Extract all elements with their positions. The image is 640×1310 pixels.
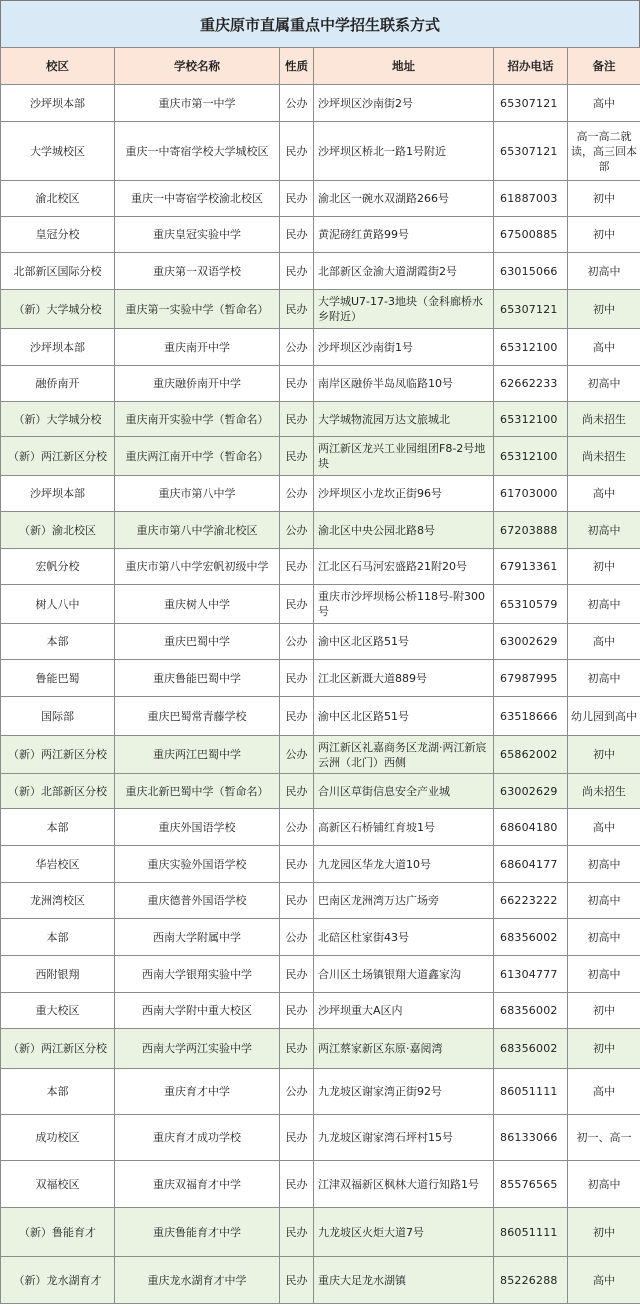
header-campus: 校区 xyxy=(1,48,115,85)
cell-address: 合川区土场镇银翔大道鑫家沟 xyxy=(314,956,494,993)
cell-campus: 龙洲湾校区 xyxy=(1,883,115,919)
cell-phone: 61887003 xyxy=(494,181,568,217)
cell-note: 初高中 xyxy=(568,919,640,956)
cell-phone: 68356002 xyxy=(494,993,568,1029)
cell-phone: 68356002 xyxy=(494,919,568,956)
cell-note: 初中 xyxy=(568,1208,640,1257)
cell-type: 民办 xyxy=(280,697,314,736)
cell-address: 两江新区龙兴工业园组团F8-2号地块 xyxy=(314,437,494,476)
cell-note: 高一高二就读，高三回本部 xyxy=(568,122,640,181)
cell-address: 沙坪坝区沙南街2号 xyxy=(314,85,494,122)
table-row xyxy=(1,697,640,736)
cell-address: 九龙坡区火炬大道7号 xyxy=(314,1208,494,1257)
header-phone: 招办电话 xyxy=(494,48,568,85)
cell-note: 尚未招生 xyxy=(568,774,640,809)
header-school: 学校名称 xyxy=(115,48,280,85)
cell-campus: （新）北部新区分校 xyxy=(1,774,115,809)
cell-address: 大学城U7-17-3地块（金科廊桥水乡附近） xyxy=(314,290,494,329)
cell-note: 初高中 xyxy=(568,956,640,993)
cell-type: 民办 xyxy=(280,585,314,624)
table-title: 重庆原市直属重点中学招生联系方式 xyxy=(0,0,640,48)
cell-address: 两江新区礼嘉商务区龙湖·两江新宸云洲（北门）西侧 xyxy=(314,736,494,774)
cell-note: 高中 xyxy=(568,85,640,122)
cell-address: 沙坪坝区沙南街1号 xyxy=(314,329,494,366)
cell-school: 重庆双福育才中学 xyxy=(115,1161,280,1208)
cell-address: 渝中区北区路51号 xyxy=(314,697,494,736)
cell-address: 九龙坡区谢家湾正街92号 xyxy=(314,1069,494,1115)
cell-note: 初中 xyxy=(568,290,640,329)
cell-school: 重庆市第八中学 xyxy=(115,476,280,512)
cell-phone: 68604177 xyxy=(494,846,568,883)
table-row xyxy=(1,1257,640,1304)
cell-note: 初中 xyxy=(568,1029,640,1069)
cell-phone: 68604180 xyxy=(494,809,568,846)
cell-address: 合川区草街信息安全产业城 xyxy=(314,774,494,809)
cell-address: 江北区石马河宏盛路21附20号 xyxy=(314,549,494,585)
cell-campus: 北部新区国际分校 xyxy=(1,253,115,290)
cell-type: 公办 xyxy=(280,85,314,122)
cell-campus: 沙坪坝本部 xyxy=(1,476,115,512)
cell-address: 九龙坡区谢家湾石坪村15号 xyxy=(314,1115,494,1161)
cell-campus: 树人八中 xyxy=(1,585,115,624)
table-row xyxy=(1,1115,640,1161)
table-row xyxy=(1,585,640,624)
cell-campus: 渝北校区 xyxy=(1,181,115,217)
cell-type: 民办 xyxy=(280,366,314,402)
table-row xyxy=(1,883,640,919)
cell-type: 公办 xyxy=(280,624,314,660)
cell-address: 沙坪坝区小龙坎正街96号 xyxy=(314,476,494,512)
cell-phone: 66223222 xyxy=(494,883,568,919)
cell-campus: 本部 xyxy=(1,809,115,846)
cell-type: 公办 xyxy=(280,512,314,549)
table-row xyxy=(1,253,640,290)
cell-note: 初高中 xyxy=(568,512,640,549)
cell-phone: 62662233 xyxy=(494,366,568,402)
cell-campus: （新）大学城分校 xyxy=(1,402,115,437)
cell-school: 重庆育才成功学校 xyxy=(115,1115,280,1161)
cell-address: 北碚区杜家街43号 xyxy=(314,919,494,956)
cell-note: 初高中 xyxy=(568,883,640,919)
cell-campus: 本部 xyxy=(1,624,115,660)
cell-phone: 68356002 xyxy=(494,1029,568,1069)
cell-type: 公办 xyxy=(280,736,314,774)
cell-phone: 63002629 xyxy=(494,624,568,660)
cell-address: 江津双福新区枫林大道行知路1号 xyxy=(314,1161,494,1208)
cell-note: 尚未招生 xyxy=(568,402,640,437)
cell-type: 民办 xyxy=(280,1029,314,1069)
cell-school: 重庆一中寄宿学校大学城校区 xyxy=(115,122,280,181)
cell-type: 公办 xyxy=(280,919,314,956)
table-row xyxy=(1,437,640,476)
cell-campus: （新）渝北校区 xyxy=(1,512,115,549)
cell-address: 江北区新溉大道889号 xyxy=(314,660,494,697)
cell-address: 两江蔡家新区东原·嘉阅湾 xyxy=(314,1029,494,1069)
cell-school: 重庆两江巴蜀中学 xyxy=(115,736,280,774)
cell-phone: 67987995 xyxy=(494,660,568,697)
cell-type: 民办 xyxy=(280,290,314,329)
cell-phone: 65312100 xyxy=(494,437,568,476)
cell-school: 重庆巴蜀中学 xyxy=(115,624,280,660)
table-row xyxy=(1,1161,640,1208)
cell-school: 重庆实验外国语学校 xyxy=(115,846,280,883)
table-row xyxy=(1,809,640,846)
cell-note: 初中 xyxy=(568,181,640,217)
cell-type: 民办 xyxy=(280,774,314,809)
cell-campus: 本部 xyxy=(1,1069,115,1115)
cell-note: 幼儿园到高中 xyxy=(568,697,640,736)
cell-type: 民办 xyxy=(280,549,314,585)
cell-campus: （新）大学城分校 xyxy=(1,290,115,329)
cell-address: 沙坪坝区桥北一路1号附近 xyxy=(314,122,494,181)
cell-phone: 67913361 xyxy=(494,549,568,585)
cell-type: 民办 xyxy=(280,846,314,883)
table-row xyxy=(1,549,640,585)
cell-phone: 65307121 xyxy=(494,85,568,122)
cell-campus: 皇冠分校 xyxy=(1,217,115,253)
table-row xyxy=(1,846,640,883)
cell-campus: 重大校区 xyxy=(1,993,115,1029)
cell-campus: 华岩校区 xyxy=(1,846,115,883)
cell-address: 巴南区龙洲湾万达广场旁 xyxy=(314,883,494,919)
cell-school: 西南大学两江实验中学 xyxy=(115,1029,280,1069)
cell-type: 民办 xyxy=(280,1161,314,1208)
cell-phone: 85576565 xyxy=(494,1161,568,1208)
cell-type: 公办 xyxy=(280,1069,314,1115)
cell-address: 渝北区中央公园北路8号 xyxy=(314,512,494,549)
cell-type: 民办 xyxy=(280,956,314,993)
cell-campus: 国际部 xyxy=(1,697,115,736)
header-note: 备注 xyxy=(568,48,640,85)
cell-note: 高中 xyxy=(568,809,640,846)
table-row xyxy=(1,181,640,217)
cell-campus: 成功校区 xyxy=(1,1115,115,1161)
cell-campus: 大学城校区 xyxy=(1,122,115,181)
table-row xyxy=(1,919,640,956)
cell-type: 民办 xyxy=(280,437,314,476)
cell-type: 民办 xyxy=(280,1257,314,1304)
table-row xyxy=(1,1069,640,1115)
enrollment-contact-table xyxy=(0,47,640,1304)
cell-phone: 65307121 xyxy=(494,290,568,329)
cell-type: 民办 xyxy=(280,1115,314,1161)
cell-note: 初高中 xyxy=(568,660,640,697)
table-body xyxy=(1,85,640,1304)
cell-school: 重庆树人中学 xyxy=(115,585,280,624)
cell-note: 初高中 xyxy=(568,366,640,402)
cell-note: 初中 xyxy=(568,993,640,1029)
header-row xyxy=(1,48,640,85)
cell-type: 公办 xyxy=(280,476,314,512)
cell-phone: 65312100 xyxy=(494,402,568,437)
cell-school: 重庆市第一中学 xyxy=(115,85,280,122)
cell-address: 九龙园区华龙大道10号 xyxy=(314,846,494,883)
cell-note: 初高中 xyxy=(568,253,640,290)
table-row xyxy=(1,736,640,774)
cell-school: 西南大学银翔实验中学 xyxy=(115,956,280,993)
cell-campus: 融侨南开 xyxy=(1,366,115,402)
cell-school: 重庆市第八中学宏帆初级中学 xyxy=(115,549,280,585)
cell-note: 初中 xyxy=(568,549,640,585)
cell-note: 初高中 xyxy=(568,846,640,883)
cell-campus: （新）两江新区分校 xyxy=(1,437,115,476)
cell-address: 高新区石桥铺红育坡1号 xyxy=(314,809,494,846)
table-row xyxy=(1,774,640,809)
cell-campus: （新）两江新区分校 xyxy=(1,736,115,774)
header-type: 性质 xyxy=(280,48,314,85)
cell-type: 民办 xyxy=(280,402,314,437)
cell-school: 重庆德普外国语学校 xyxy=(115,883,280,919)
cell-campus: 沙坪坝本部 xyxy=(1,85,115,122)
cell-note: 尚未招生 xyxy=(568,437,640,476)
cell-address: 重庆市沙坪坝杨公桥118号-附300号 xyxy=(314,585,494,624)
table-row xyxy=(1,85,640,122)
cell-note: 初高中 xyxy=(568,585,640,624)
cell-school: 西南大学附属中学 xyxy=(115,919,280,956)
cell-note: 高中 xyxy=(568,1069,640,1115)
cell-phone: 65862002 xyxy=(494,736,568,774)
cell-type: 民办 xyxy=(280,253,314,290)
table-row xyxy=(1,512,640,549)
cell-phone: 67203888 xyxy=(494,512,568,549)
cell-school: 重庆两江南开中学（暂命名） xyxy=(115,437,280,476)
table-row xyxy=(1,1208,640,1257)
cell-note: 高中 xyxy=(568,476,640,512)
cell-campus: 双福校区 xyxy=(1,1161,115,1208)
cell-note: 高中 xyxy=(568,1257,640,1304)
cell-note: 高中 xyxy=(568,329,640,366)
cell-school: 重庆南开实验中学（暂命名） xyxy=(115,402,280,437)
table-row xyxy=(1,122,640,181)
cell-campus: 鲁能巴蜀 xyxy=(1,660,115,697)
cell-address: 大学城物流园万达文旅城北 xyxy=(314,402,494,437)
cell-type: 公办 xyxy=(280,809,314,846)
table-row xyxy=(1,476,640,512)
cell-campus: 沙坪坝本部 xyxy=(1,329,115,366)
cell-phone: 61703000 xyxy=(494,476,568,512)
cell-type: 民办 xyxy=(280,122,314,181)
cell-school: 重庆龙水湖育才中学 xyxy=(115,1257,280,1304)
table-row xyxy=(1,624,640,660)
cell-note: 高中 xyxy=(568,624,640,660)
cell-note: 初一、高一 xyxy=(568,1115,640,1161)
cell-note: 初高中 xyxy=(568,1161,640,1208)
cell-address: 沙坪坝重大A区内 xyxy=(314,993,494,1029)
cell-school: 重庆鲁能育才中学 xyxy=(115,1208,280,1257)
cell-phone: 86051111 xyxy=(494,1069,568,1115)
table-row xyxy=(1,993,640,1029)
cell-school: 重庆鲁能巴蜀中学 xyxy=(115,660,280,697)
cell-type: 民办 xyxy=(280,993,314,1029)
cell-address: 南岸区融侨半岛凤临路10号 xyxy=(314,366,494,402)
cell-type: 民办 xyxy=(280,1208,314,1257)
cell-address: 重庆大足龙水湖镇 xyxy=(314,1257,494,1304)
cell-campus: 宏帆分校 xyxy=(1,549,115,585)
cell-school: 西南大学附中重大校区 xyxy=(115,993,280,1029)
cell-type: 公办 xyxy=(280,329,314,366)
table-row xyxy=(1,366,640,402)
cell-school: 重庆皇冠实验中学 xyxy=(115,217,280,253)
cell-school: 重庆南开中学 xyxy=(115,329,280,366)
cell-school: 重庆外国语学校 xyxy=(115,809,280,846)
cell-address: 北部新区金渝大道湖霞街2号 xyxy=(314,253,494,290)
table-row xyxy=(1,217,640,253)
cell-type: 民办 xyxy=(280,181,314,217)
cell-school: 重庆融侨南开中学 xyxy=(115,366,280,402)
cell-campus: 西附银翔 xyxy=(1,956,115,993)
cell-phone: 65310579 xyxy=(494,585,568,624)
cell-address: 渝中区北区路51号 xyxy=(314,624,494,660)
table-row xyxy=(1,402,640,437)
header-address: 地址 xyxy=(314,48,494,85)
cell-school: 重庆育才中学 xyxy=(115,1069,280,1115)
cell-phone: 63015066 xyxy=(494,253,568,290)
cell-address: 渝北区一碗水双湖路266号 xyxy=(314,181,494,217)
cell-note: 初中 xyxy=(568,736,640,774)
table-row xyxy=(1,290,640,329)
cell-type: 民办 xyxy=(280,217,314,253)
table-row xyxy=(1,329,640,366)
cell-phone: 63002629 xyxy=(494,774,568,809)
cell-campus: （新）两江新区分校 xyxy=(1,1029,115,1069)
table-row xyxy=(1,1029,640,1069)
cell-note: 初中 xyxy=(568,217,640,253)
cell-phone: 86133066 xyxy=(494,1115,568,1161)
cell-phone: 86051111 xyxy=(494,1208,568,1257)
cell-phone: 65307121 xyxy=(494,122,568,181)
cell-phone: 63518666 xyxy=(494,697,568,736)
cell-school: 重庆市第八中学渝北校区 xyxy=(115,512,280,549)
cell-school: 重庆巴蜀常青藤学校 xyxy=(115,697,280,736)
cell-phone: 67500885 xyxy=(494,217,568,253)
table-row xyxy=(1,660,640,697)
cell-phone: 61304777 xyxy=(494,956,568,993)
cell-type: 民办 xyxy=(280,883,314,919)
cell-school: 重庆第一实验中学（暂命名） xyxy=(115,290,280,329)
cell-phone: 65312100 xyxy=(494,329,568,366)
cell-type: 民办 xyxy=(280,660,314,697)
cell-school: 重庆第一双语学校 xyxy=(115,253,280,290)
cell-address: 黄泥磅红黄路99号 xyxy=(314,217,494,253)
cell-campus: （新）龙水湖育才 xyxy=(1,1257,115,1304)
cell-phone: 85226288 xyxy=(494,1257,568,1304)
cell-school: 重庆一中寄宿学校渝北校区 xyxy=(115,181,280,217)
cell-school: 重庆北新巴蜀中学（暂命名） xyxy=(115,774,280,809)
table-row xyxy=(1,956,640,993)
cell-campus: 本部 xyxy=(1,919,115,956)
cell-campus: （新）鲁能育才 xyxy=(1,1208,115,1257)
